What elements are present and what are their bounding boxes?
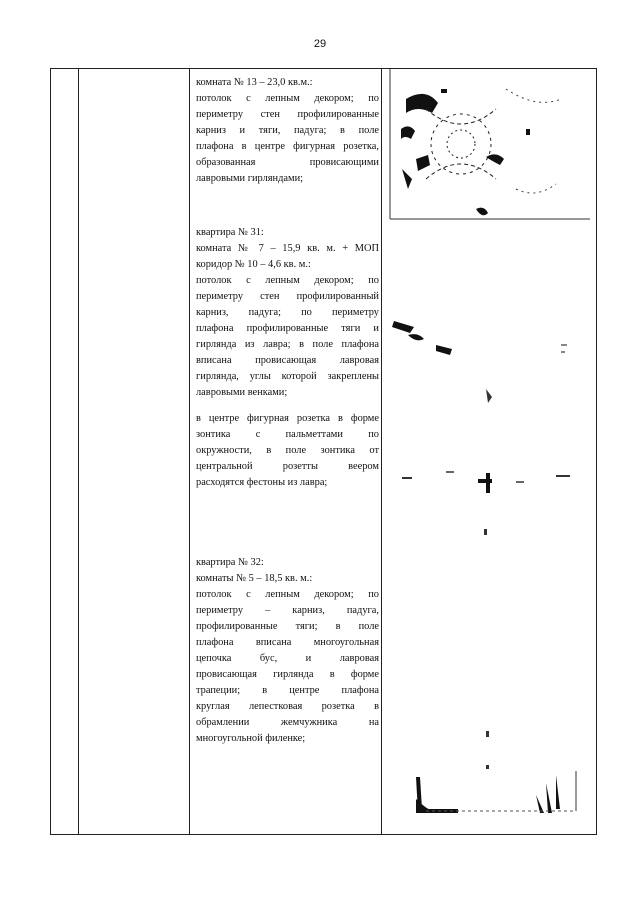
- text-line: цепочка бус, и лавровая: [196, 653, 379, 664]
- document-table: [50, 68, 597, 835]
- column-divider-3: [381, 69, 382, 834]
- column-divider-1: [78, 69, 79, 834]
- text-line: квартира № 32:: [196, 557, 264, 568]
- rosette-description: [196, 411, 379, 491]
- text-line: комната № 7 – 15,9 кв. м. + МОП: [196, 243, 379, 254]
- text-line: круглая лепестковая розетка в: [196, 701, 379, 712]
- text-line: гирлянда из лавра; в поле плафона: [196, 339, 379, 350]
- text-line: потолок с лепным декором; по: [196, 589, 379, 600]
- text-line: плафона профилированные тяги и: [196, 323, 379, 334]
- page-number: 29: [313, 38, 327, 50]
- text-line: плафона вписана многоугольная: [196, 637, 379, 648]
- text-line: провисающая гирлянда в форме: [196, 669, 379, 680]
- text-line: в центре фигурная розетка в форме: [196, 413, 379, 424]
- text-line: карниз и тяги, падуга; в поле: [196, 125, 379, 136]
- text-line: комната № 13 – 23,0 кв.м.:: [196, 77, 313, 88]
- text-line: потолок с лепным декором; по: [196, 275, 379, 286]
- text-line: многоугольной филенке;: [196, 733, 306, 744]
- text-line: периметру стен профилированный: [196, 291, 379, 302]
- text-line: плафона в центре фигурная розетка,: [196, 141, 379, 152]
- text-line: потолок с лепным декором; по: [196, 93, 379, 104]
- apartment-32-description: [196, 555, 379, 747]
- text-line: центральной розетты веером: [196, 461, 379, 472]
- text-line: образованная провисающими: [196, 157, 379, 168]
- text-line: обрамлении жемчужника на: [196, 717, 379, 728]
- text-line: комнаты № 5 – 18,5 кв. м.:: [196, 573, 313, 584]
- column-divider-2: [189, 69, 190, 834]
- ceiling-photo-room-13: [386, 69, 591, 234]
- text-line: коридор № 10 – 4,6 кв. м.:: [196, 259, 311, 270]
- text-line: периметру стен профилированные: [196, 109, 379, 120]
- ceiling-photo-apartment-32: [386, 699, 591, 819]
- text-line: карниз, падуга; по периметру: [196, 307, 379, 318]
- text-line: периметру – карниз, падуга,: [196, 605, 379, 616]
- text-line: зонтика с пальметтами по: [196, 429, 379, 440]
- text-line: лавровыми гирляндами;: [196, 173, 304, 184]
- room-13-description: [196, 75, 379, 187]
- text-line: лавровыми венками;: [196, 387, 288, 398]
- text-line: расходятся фестоны из лавра;: [196, 477, 328, 488]
- text-line: трапеции; в центре плафона: [196, 685, 379, 696]
- text-line: квартира № 31:: [196, 227, 264, 238]
- text-line: гирлянда, углы которой закреплены: [196, 371, 379, 382]
- apartment-31-description: [196, 225, 379, 401]
- text-line: профилированные тяги; в поле: [196, 621, 379, 632]
- text-line: вписана провисающая лавровая: [196, 355, 379, 366]
- text-line: окружности, в поле зонтика от: [196, 445, 379, 456]
- ceiling-photo-apartment-31: [386, 309, 591, 639]
